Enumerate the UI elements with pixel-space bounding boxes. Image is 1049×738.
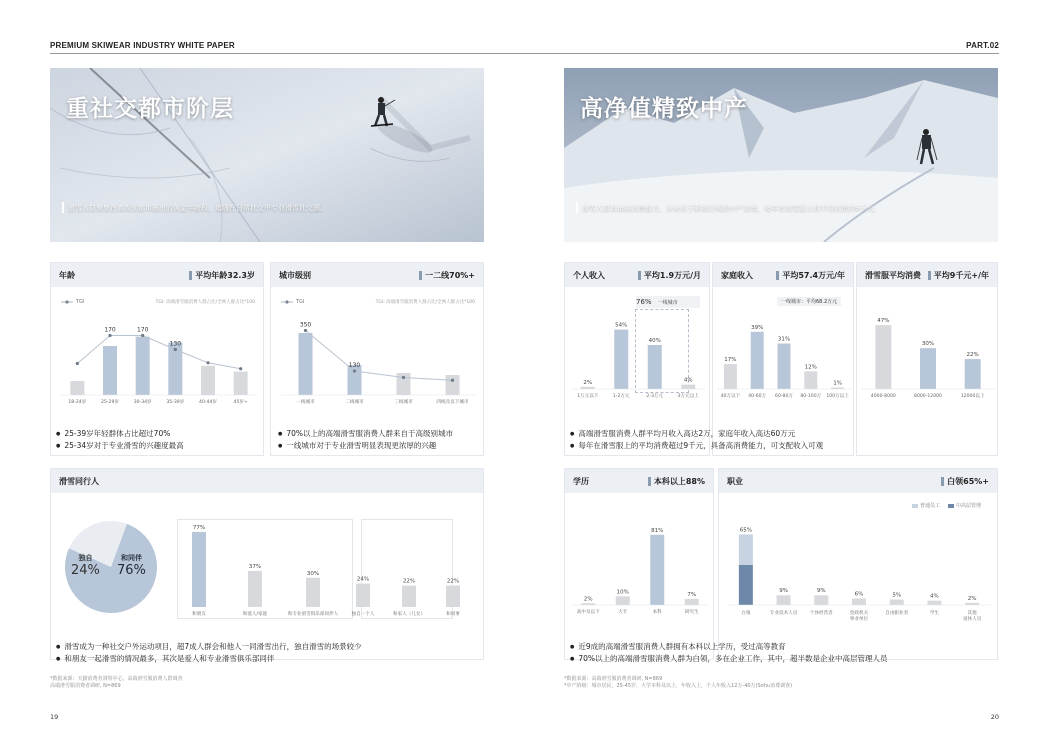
age-tgi-note: TGI: 高端滑雪服消费人群占比/全网人群占比*100 bbox=[155, 300, 255, 305]
companion-card-header bbox=[51, 469, 483, 493]
bar-value-label: 31% bbox=[777, 336, 791, 343]
category-label: 一线城市 bbox=[296, 400, 315, 405]
category-label: 100万以上 bbox=[826, 394, 849, 399]
right-source bbox=[564, 676, 792, 690]
category-label: 40-44岁 bbox=[199, 400, 217, 405]
bar bbox=[852, 598, 866, 605]
bar bbox=[306, 578, 320, 607]
bar bbox=[681, 385, 695, 389]
bar-value-label: 6% bbox=[854, 591, 864, 598]
category-label: 和爱人/家庭 bbox=[242, 612, 268, 617]
category-label: 二线城市 bbox=[345, 400, 364, 405]
bar bbox=[70, 381, 84, 395]
category-label: 和专业滑雪俱乐部同伴人 bbox=[287, 612, 339, 617]
bar bbox=[616, 596, 630, 605]
bar-value-label: 9% bbox=[816, 588, 826, 595]
bar-value-label: 4% bbox=[930, 593, 939, 600]
category-label: 和家人（儿女） bbox=[392, 612, 426, 617]
job-stat-text: 白领65%+ bbox=[947, 476, 989, 486]
bar-value-label: 1% bbox=[833, 380, 842, 387]
category-label: 1万元以下 bbox=[577, 394, 599, 399]
bar-value-label: 5% bbox=[892, 592, 902, 599]
left-source-1: *数据来源：天猫消费者洞察中心，高端滑雪服消费人群调查 bbox=[50, 676, 183, 682]
bar-value-label: 2% bbox=[583, 379, 593, 386]
income-highlight-tag bbox=[636, 296, 700, 308]
bar-value-label: 2% bbox=[583, 596, 593, 603]
bar bbox=[965, 603, 979, 605]
companion-title: 滑雪同行人 bbox=[59, 476, 99, 486]
bar bbox=[446, 586, 460, 607]
left-source-2: 高端滑雪服消费者调研, N=869 bbox=[50, 683, 121, 689]
age-chart bbox=[61, 311, 257, 409]
age-card bbox=[50, 262, 264, 456]
city-chart bbox=[281, 311, 477, 409]
category-label: 高中及以下 bbox=[576, 610, 600, 615]
job-chart bbox=[727, 519, 991, 627]
bar-value-label: 39% bbox=[751, 324, 764, 331]
job-legend-label-2: 中高层管理 bbox=[955, 503, 981, 509]
tgi-line bbox=[77, 336, 240, 369]
bar-value-label: 7% bbox=[687, 591, 697, 598]
age-note-2: ● 25-34岁对于专业滑雪的兴趣度最高 bbox=[56, 440, 266, 452]
category-label: 60-80万 bbox=[775, 394, 793, 399]
spend-card-header bbox=[857, 263, 997, 287]
bar-value-label: 9% bbox=[779, 588, 788, 595]
bar bbox=[446, 375, 460, 395]
bar bbox=[650, 535, 664, 605]
bar bbox=[965, 359, 981, 389]
tgi-label: 170 bbox=[104, 326, 116, 334]
companion-note-2: ● 和朋友一起滑雪的情况最多，其次是爱人和专业滑雪俱乐部同伴 bbox=[56, 653, 476, 665]
job-notes bbox=[570, 641, 990, 665]
tgi-point bbox=[304, 329, 307, 332]
header-divider bbox=[50, 53, 999, 54]
bar bbox=[201, 366, 215, 395]
category-label: 四线及以下城市 bbox=[436, 400, 469, 405]
category-label: 25-29岁 bbox=[101, 400, 119, 405]
job-title: 职业 bbox=[727, 476, 743, 486]
bar bbox=[875, 325, 891, 389]
bar-value-label: 22% bbox=[446, 578, 460, 585]
income-notes bbox=[570, 428, 990, 452]
bar bbox=[136, 337, 150, 395]
bar-value-label: 4% bbox=[683, 377, 693, 384]
spend-stat-text: 平均9千元+/年 bbox=[933, 270, 989, 280]
age-title: 年龄 bbox=[59, 270, 75, 280]
bar-value-label: 30% bbox=[921, 341, 935, 348]
bar bbox=[724, 364, 737, 389]
companion-bar-chart bbox=[177, 521, 461, 621]
bar bbox=[402, 586, 416, 607]
city-legend bbox=[281, 299, 304, 305]
category-label: 学生 bbox=[929, 611, 940, 616]
tgi-label: 130 bbox=[348, 362, 361, 370]
family-tag: 一线城市：平均68.2万元 bbox=[777, 297, 841, 306]
category-label: 40万以下 bbox=[720, 394, 741, 399]
family-card-header bbox=[713, 263, 853, 287]
category-label: 独自一个人 bbox=[351, 612, 375, 617]
income-note-2: ● 每年在滑雪服上的平均消费超过9千元，具备高消费能力，可支配收入可观 bbox=[570, 440, 990, 452]
job-card-header bbox=[719, 469, 997, 493]
income-highlight-label: 一线城市 bbox=[657, 299, 678, 306]
income-stat bbox=[638, 270, 701, 281]
part-label: PART.02 bbox=[966, 41, 999, 50]
pie-label-alone-value: 24% bbox=[71, 563, 100, 578]
bar bbox=[356, 584, 370, 607]
bar-value-label: 81% bbox=[651, 527, 664, 534]
bar bbox=[778, 344, 791, 389]
bar-segment-management bbox=[739, 565, 753, 605]
bar-value-label: 12% bbox=[804, 364, 817, 371]
left-source bbox=[50, 676, 183, 690]
tgi-point bbox=[402, 376, 405, 379]
left-photo-caption bbox=[62, 202, 472, 213]
pie-label-alone-name: 独自 bbox=[78, 554, 93, 562]
family-card bbox=[712, 262, 854, 456]
job-legend-swatch-2 bbox=[948, 504, 954, 508]
bar bbox=[927, 601, 941, 605]
bar bbox=[192, 532, 206, 607]
bar bbox=[614, 330, 628, 389]
spend-chart bbox=[861, 311, 995, 403]
tgi-point bbox=[239, 367, 242, 370]
right-photo-caption bbox=[576, 202, 990, 213]
bar bbox=[234, 372, 248, 395]
bar bbox=[648, 345, 662, 389]
age-note-1: ● 25-39岁年轻群体占比超过70% bbox=[56, 428, 266, 440]
companion-notes bbox=[56, 641, 476, 665]
category-label: 1-2万元 bbox=[612, 394, 630, 399]
tgi-point bbox=[451, 379, 454, 382]
job-legend-label-1: 普通员工 bbox=[919, 503, 940, 509]
age-legend bbox=[61, 299, 84, 305]
tgi-point bbox=[206, 361, 209, 364]
family-title: 家庭收入 bbox=[721, 270, 753, 280]
family-stat bbox=[776, 270, 845, 281]
income-note-1: ● 高端滑雪服消费人群平均月收入高达2万，家庭年收入高达60万元 bbox=[570, 428, 990, 440]
bar-value-label: 47% bbox=[877, 318, 890, 325]
city-notes bbox=[278, 428, 488, 452]
tgi-point bbox=[108, 334, 111, 337]
bar bbox=[890, 600, 904, 605]
right-source-2: *中产阶级：城市居民，25-45岁，大学本科及以上，年收入上，个人年收入12万-40万(Sohu消费调查) bbox=[564, 683, 793, 689]
pie-label-companion-value: 76% bbox=[117, 563, 146, 578]
right-photo-caption-text: 滑雪人群具备高消费能力，多来自于职场白领的中产家庭，每年在滑雪服上的平均消费约9千元。 bbox=[582, 203, 881, 212]
bar-value-label: 10% bbox=[616, 589, 629, 596]
job-note-2: ● 70%以上的高端滑雪服消费人群为白领，多在企业工作，其中，超半数是企业中高层管理人员 bbox=[570, 653, 990, 665]
category-label: 白领 bbox=[741, 611, 751, 616]
bar-value-label: 37% bbox=[248, 563, 262, 570]
education-title: 学历 bbox=[573, 476, 589, 486]
category-label: 自由职业者 bbox=[885, 611, 909, 616]
job-legend-swatch-1 bbox=[912, 504, 918, 508]
bar bbox=[103, 346, 117, 395]
education-card-header bbox=[565, 469, 713, 493]
job-stat bbox=[941, 476, 989, 487]
city-legend-label: TGI bbox=[296, 299, 305, 305]
city-card-header bbox=[271, 263, 483, 287]
income-chart bbox=[571, 311, 705, 403]
category-label: 80-100万 bbox=[800, 394, 822, 399]
tgi-point bbox=[353, 369, 356, 372]
education-card bbox=[564, 468, 714, 660]
bar bbox=[751, 332, 764, 389]
pie-label-alone bbox=[71, 553, 100, 578]
pie-label-companion bbox=[117, 553, 146, 578]
companion-note-1: ● 滑雪成为一种社交户外运动项目，超7成人群会和他人一同滑雪出行，独自滑雪的场景较少 bbox=[56, 641, 476, 653]
category-label: 三线城市 bbox=[394, 400, 413, 405]
category-label: 40-60万 bbox=[748, 394, 767, 399]
bar bbox=[685, 599, 699, 605]
bar-value-label: 65% bbox=[739, 527, 752, 534]
tgi-point bbox=[76, 362, 79, 365]
bar bbox=[248, 571, 262, 607]
income-card-header bbox=[565, 263, 709, 287]
left-photo-title: 重社交都市阶层 bbox=[66, 96, 234, 122]
city-stat bbox=[419, 270, 475, 281]
category-label: 党政机关 bbox=[849, 611, 869, 616]
category-label: 和朋友 bbox=[192, 612, 206, 617]
category-label: 35-39岁 bbox=[166, 400, 185, 405]
category-label-line2: 退休人员 bbox=[962, 617, 982, 622]
city-card bbox=[270, 262, 484, 456]
category-label: 30-34岁 bbox=[133, 400, 152, 405]
age-legend-label: TGI bbox=[76, 299, 85, 305]
category-label: 大专 bbox=[618, 610, 628, 615]
bar bbox=[299, 333, 313, 395]
age-stat bbox=[189, 270, 255, 281]
bar bbox=[777, 595, 791, 605]
family-chart bbox=[717, 311, 851, 403]
tgi-label: 130 bbox=[169, 340, 182, 348]
bar-segment-staff bbox=[739, 534, 753, 564]
tgi-point bbox=[141, 334, 144, 337]
spend-card bbox=[856, 262, 998, 456]
income-stat-text: 平均1.9万元/月 bbox=[643, 270, 701, 280]
category-label: 45岁+ bbox=[233, 400, 248, 405]
city-note-2: ● 一线城市对于专业滑雪明显表现更浓厚的兴趣 bbox=[278, 440, 488, 452]
category-label: 12000以上 bbox=[960, 394, 985, 399]
income-title: 个人收入 bbox=[573, 270, 605, 280]
pie-label-companion-name: 和同伴 bbox=[120, 554, 142, 562]
page-number-right: 20 bbox=[990, 713, 999, 721]
family-stat-text: 平均57.4万元/年 bbox=[782, 270, 845, 280]
tgi-line bbox=[306, 331, 453, 381]
category-label: 和同事 bbox=[446, 612, 460, 617]
bar-value-label: 17% bbox=[724, 357, 737, 364]
category-label: 4000-8000 bbox=[870, 394, 896, 399]
tgi-label: 170 bbox=[136, 326, 149, 334]
category-label: 研究生 bbox=[684, 610, 699, 615]
job-legend bbox=[912, 502, 981, 509]
category-label: 18-24岁 bbox=[68, 400, 87, 405]
bar-value-label: 30% bbox=[306, 570, 320, 577]
category-label: 专业技术人员 bbox=[769, 611, 798, 616]
right-source-1: *数据来源：高端滑雪服消费者调研, N=869 bbox=[564, 676, 663, 682]
category-label: 3万元以上 bbox=[677, 394, 699, 399]
bar-value-label: 77% bbox=[192, 524, 206, 531]
tgi-label: 350 bbox=[299, 321, 312, 329]
left-photo-caption-text: 滑雪人群聚集在高级别都市圈出的黄金年龄段，追随在日常社交中专业滑雪社交圈。 bbox=[68, 203, 327, 212]
category-label: 8000-12000 bbox=[914, 394, 942, 399]
city-stat-text: 一二线70%+ bbox=[425, 270, 475, 280]
bar-value-label: 2% bbox=[967, 595, 977, 602]
education-stat-text: 本科以上88% bbox=[653, 476, 705, 486]
category-label: 2-3万元 bbox=[646, 394, 664, 399]
city-title: 城市级别 bbox=[279, 270, 311, 280]
job-note-1: ● 近9成的高端滑雪服消费人群拥有本科以上学历，受过高等教育 bbox=[570, 641, 990, 653]
white-paper-title: PREMIUM SKIWEAR INDUSTRY WHITE PAPER bbox=[50, 41, 235, 50]
education-stat bbox=[648, 476, 705, 487]
city-note-1: ● 70%以上的高端滑雪服消费人群来自于高级别城市 bbox=[278, 428, 488, 440]
age-stat-text: 平均年龄32.3岁 bbox=[195, 270, 255, 280]
category-label: 个体经营者 bbox=[809, 611, 833, 616]
category-label-line2: 事业单位 bbox=[849, 617, 869, 622]
income-card bbox=[564, 262, 710, 456]
bar-value-label: 24% bbox=[356, 576, 370, 583]
category-label: 其他 bbox=[967, 611, 977, 616]
bar bbox=[804, 371, 817, 389]
spend-stat bbox=[928, 270, 989, 281]
education-chart bbox=[571, 519, 709, 619]
bar bbox=[920, 348, 936, 389]
bar-value-label: 40% bbox=[648, 338, 661, 344]
bar-value-label: 22% bbox=[402, 578, 416, 585]
bar-value-label: 54% bbox=[615, 322, 628, 329]
category-label: 本科 bbox=[652, 610, 662, 615]
income-highlight-value: 76% bbox=[636, 298, 652, 306]
tgi-point bbox=[174, 348, 177, 351]
page-number-left: 19 bbox=[50, 713, 59, 721]
age-notes bbox=[56, 428, 266, 452]
city-tgi-note: TGI: 高端滑雪服消费人群占比/全网人群占比*100 bbox=[375, 300, 475, 305]
spend-title: 滑雪服平均消费 bbox=[865, 270, 921, 280]
bar bbox=[581, 387, 595, 389]
companion-card bbox=[50, 468, 484, 660]
right-photo-title: 高净值精致中产 bbox=[580, 96, 748, 122]
age-card-header bbox=[51, 263, 263, 287]
job-card bbox=[718, 468, 998, 660]
bar-value-label: 22% bbox=[966, 352, 979, 359]
bar bbox=[814, 595, 828, 605]
